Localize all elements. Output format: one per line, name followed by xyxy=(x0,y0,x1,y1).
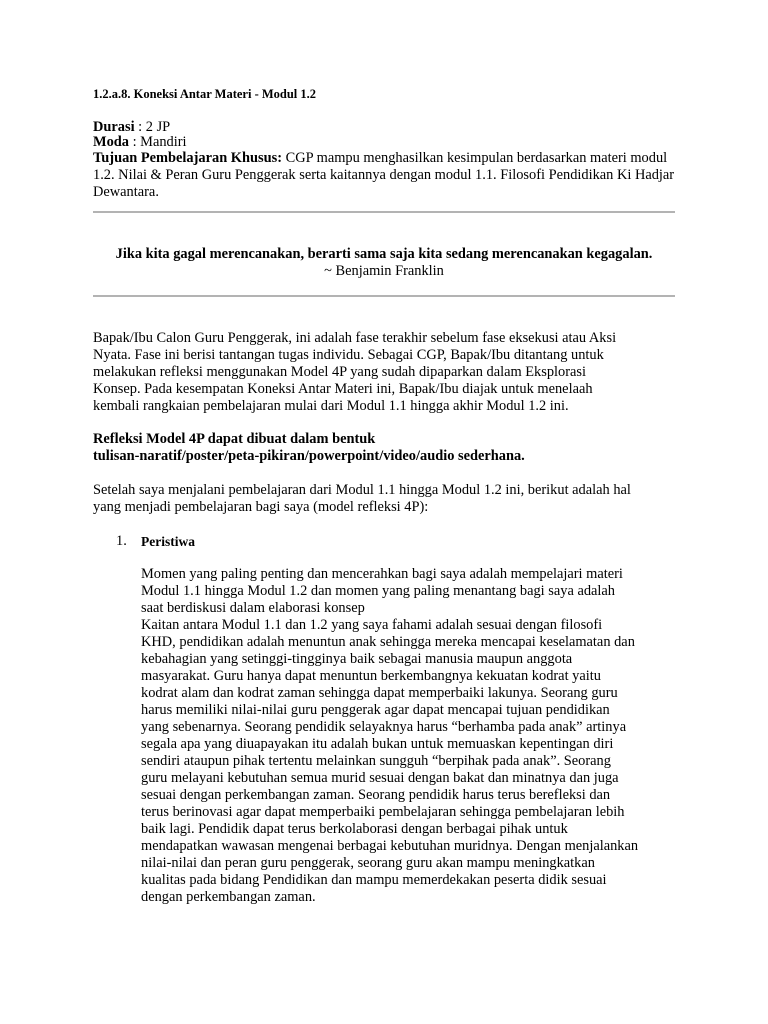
intro-line: Nyata. Fase ini berisi tantangan tugas individu. Sebagai CGP, Bapak/Ibu ditantang untuk xyxy=(93,347,604,363)
peristiwa-line: baik lagi. Pendidik dapat terus berkolaborasi dengan berbagai pihak untuk xyxy=(141,821,568,837)
tujuan-label: Tujuan Pembelajaran Khusus: xyxy=(93,150,282,166)
peristiwa-line: nilai-nilai dan peran guru penggerak, seorang guru akan mampu meningkatkan xyxy=(141,855,595,871)
quote-text: Jika kita gagal merencanakan, berarti sama saja kita sedang merencanakan kegagalan. xyxy=(115,246,653,262)
peristiwa-line: KHD, pendidikan adalah menuntun anak sehingga mereka mencapai keselamatan dan xyxy=(141,634,635,650)
durasi-label: Durasi xyxy=(93,119,135,135)
intro-paragraph xyxy=(93,330,683,415)
tujuan-paragraph xyxy=(93,150,683,201)
tujuan-line: CGP mampu menghasilkan kesimpulan berdasarkan materi modul xyxy=(282,150,668,166)
intro-line: kembali rangkaian pembelajaran mulai dari Modul 1.1 hingga akhir Modul 1.2 ini. xyxy=(93,398,569,414)
peristiwa-line: Momen yang paling penting dan mencerahkan bagi saya adalah mempelajari materi xyxy=(141,566,623,582)
peristiwa-line: segala apa yang diuapayakan itu adalah bukan untuk memuaskan kepentingan diri xyxy=(141,736,614,752)
intro-line: melakukan refleksi menggunakan Model 4P yang sudah dipaparkan dalam Eksplorasi xyxy=(93,364,587,380)
peristiwa-line: saat berdiskusi dalam elaborasi konsep xyxy=(141,600,365,616)
peristiwa-line: harus memiliki nilai-nilai guru penggerak agar dapat mencapai tujuan pendidikan xyxy=(141,702,610,718)
peristiwa-line: kualitas pada bidang Pendidikan dan mampu memerdekakan peserta didik sesuai xyxy=(141,872,607,888)
intro-line: Konsep. Pada kesempatan Koneksi Antar Materi ini, Bapak/Ibu diajak untuk menelaah xyxy=(93,381,593,397)
setelah-line: Setelah saya menjalani pembelajaran dari Modul 1.1 hingga Modul 1.2 ini, berikut adalah hal xyxy=(93,482,631,498)
moda-label: Moda xyxy=(93,134,129,150)
setelah-line: yang menjadi pembelajaran bagi saya (model refleksi 4P): xyxy=(93,499,429,515)
durasi-value: : 2 JP xyxy=(134,119,171,135)
peristiwa-line: Kaitan antara Modul 1.1 dan 1.2 yang saya fahami adalah sesuai dengan filosofi xyxy=(141,617,603,633)
peristiwa-line: dengan perkembangan zaman. xyxy=(141,889,316,905)
list-item-number: 1. xyxy=(116,533,127,549)
setelah-paragraph xyxy=(93,482,683,516)
tujuan-line: Dewantara. xyxy=(93,184,159,200)
refleksi-line: Refleksi Model 4P dapat dibuat dalam bentuk xyxy=(93,431,376,447)
divider-bottom xyxy=(93,295,675,297)
peristiwa-line: kodrat alam dan kodrat zaman sehingga dapat memperbaiki lakunya. Seorang guru xyxy=(141,685,618,701)
moda-line xyxy=(93,134,187,151)
moda-value: : Mandiri xyxy=(128,134,187,150)
peristiwa-line: yang sebenarnya. Seorang pendidik selayaknya harus “berhamba pada anak” artinya xyxy=(141,719,627,735)
peristiwa-line: kebahagian yang setinggi-tingginya baik sebagai manusia maupun anggota xyxy=(141,651,573,667)
quote-author: ~ Benjamin Franklin xyxy=(324,263,444,279)
peristiwa-line: mendapatkan wawasan mengenai berbagai kebutuhan muridnya. Dengan menjalankan xyxy=(141,838,639,854)
tujuan-line: 1.2. Nilai & Peran Guru Penggerak serta kaitannya dengan modul 1.1. Filosofi Pendidikan Ki Hadjar xyxy=(93,167,675,183)
divider-top xyxy=(93,211,675,213)
peristiwa-line: masyarakat. Guru hanya dapat menuntun berkembangnya kekuatan kodrat yaitu xyxy=(141,668,601,684)
peristiwa-paragraph xyxy=(141,566,686,906)
refleksi-paragraph xyxy=(93,431,683,465)
refleksi-line: tulisan-naratif/poster/peta-pikiran/powerpoint/video/audio sederhana. xyxy=(93,448,525,464)
peristiwa-line: sesuai dengan perkembangan zaman. Seorang pendidik harus terus berefleksi dan xyxy=(141,787,611,803)
peristiwa-line: guru melayani kebutuhan semua murid sesuai dengan bakat dan minatnya dan juga xyxy=(141,770,619,786)
peristiwa-line: Modul 1.1 hingga Modul 1.2 dan momen yang paling menantang bagi saya adalah xyxy=(141,583,615,599)
peristiwa-line: terus berinovasi agar dapat memperbaiki pembelajaran sehingga pembelajaran lebih xyxy=(141,804,625,820)
peristiwa-line: sendiri ataupun pihak tertentu melainkan sungguh “berpihak pada anak”. Seorang xyxy=(141,753,611,769)
module-title: 1.2.a.8. Koneksi Antar Materi - Modul 1.2 xyxy=(93,87,317,101)
list-item-heading: Peristiwa xyxy=(141,534,195,549)
intro-line: Bapak/Ibu Calon Guru Penggerak, ini adalah fase terakhir sebelum fase eksekusi atau Aksi xyxy=(93,330,617,346)
